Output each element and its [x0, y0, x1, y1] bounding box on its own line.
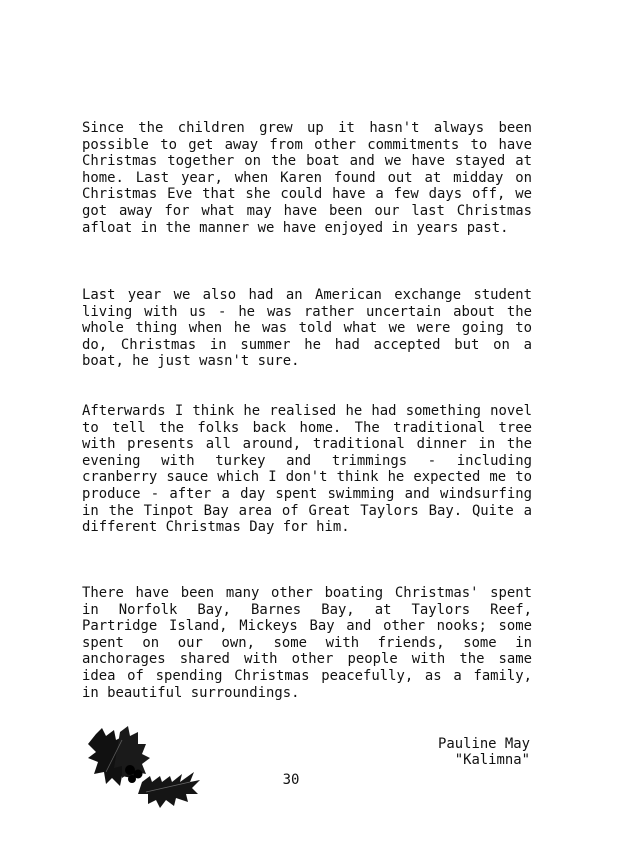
paragraph-4: There have been many other boating Christmas' spent in Norfolk Bay, Barnes Bay, at Taylors Reef, Partridge Island, Mickeys Bay and other nooks; some spent on our own, some with friends, some in anchorages shared with other people with the same idea of spending Christmas peacefully, as a family, in beautiful surroundings.: [82, 585, 532, 701]
signature-name: Pauline May: [438, 736, 530, 752]
signature-boat-name: "Kalimna": [454, 752, 530, 768]
paragraph-1: Since the children grew up it hasn't always been possible to get away from other commitments to have Christmas together on the boat and we have stayed at home. Last year, when Karen found out at midday on Christmas Eve that she could have a few days off, we got away for what may have been our last Christmas afloat in the manner we have enjoyed in years past.: [82, 120, 532, 236]
page-number: 30: [282, 772, 300, 788]
paragraph-2: Last year we also had an American exchange student living with us - he was rather uncertain about the whole thing when he was told what we were going to do, Christmas in summer he had accepted but on a boat, he just wasn't sure.: [82, 287, 532, 370]
paragraph-3: Afterwards I think he realised he had something novel to tell the folks back home. The traditional tree with presents all around, traditional dinner in the evening with turkey and trimmings - including cranberry sauce which I don't think he expected me to produce - after a day spent swimming and windsurfing in the Tinpot Bay area of Great Taylors Bay. Quite a different Christmas Day for him.: [82, 403, 532, 536]
holly-leaves-icon: [86, 722, 204, 812]
